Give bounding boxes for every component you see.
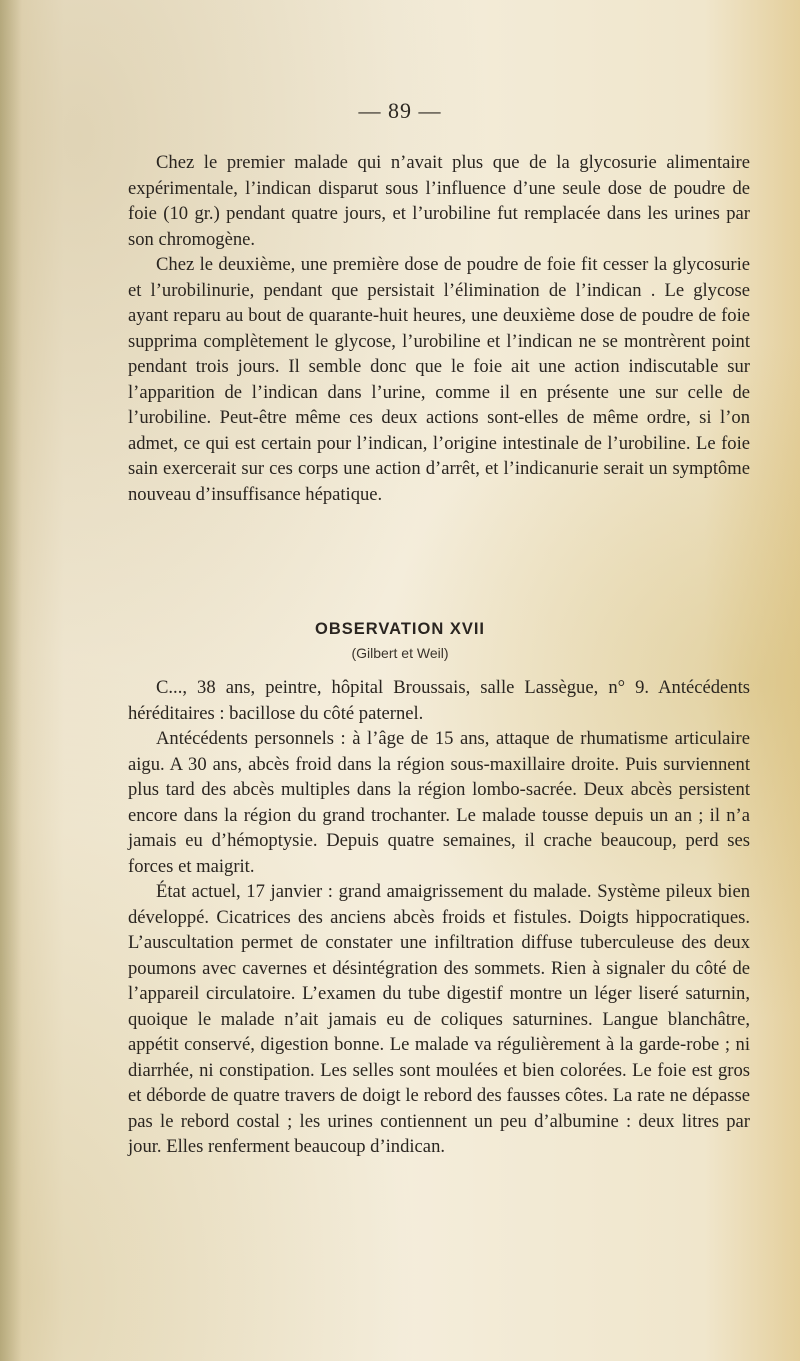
paragraph: C..., 38 ans, peintre, hôpital Broussais, salle Lassègue, n° 9. Antécédents héréditaires : bacillose du côté paternel. (128, 677, 750, 724)
paragraph: Chez le deuxième, une première dose de poudre de foie fit cesser la glycosurie et l’urobilinurie, pendant que persistait l’élimination de l’indican . Le glycose ayant reparu au bout de quarante-huit heures, une deuxième dose de poudre de foie supprima complètement le glycose, l’urobiline et l’indican ne se montrèrent point pendant trois jours. Il semble donc que le foie ait une action indiscutable sur l’apparition de l’indican dans l’urine, comme il en présente une sur celle de l’urobiline. Peut-être même ces deux actions sont-elles de même ordre, si l’on admet, ce qui est certain pour l’indican, l’origine intestinale de l’urobiline. Le foie sain exercerait sur ces corps une action d’arrêt, et l’indicanurie serait un symptôme nouveau d’insuffisance hépatique. (128, 254, 750, 505)
paragraph: Antécédents personnels : à l’âge de 15 ans, attaque de rhumatisme articulaire aigu. A 30 ans, abcès froid dans la région sous-maxillaire droite. Puis surviennent plus tard des abcès multiples dans la région lombo-sacrée. Deux abcès persistent encore dans la région du grand trochanter. Le malade tousse depuis un an ; il n’a jamais eu d’hémoptysie. Depuis quatre semaines, il crache beaucoup, perd ses forces et maigrit. (128, 728, 750, 877)
observation-title: OBSERVATION XVII (314, 620, 486, 638)
paragraph: État actuel, 17 janvier : grand amaigrissement du malade. Système pileux bien développé. Cicatrices des anciens abcès froids et fistules. Doigts hippocratiques. L’auscultation permet de constater une infiltration diffuse tuberculeuse des deux poumons avec cavernes et désintégration des sommets. Rien à signaler du côté de l’appareil circulatoire. L’examen du tube digestif montre un léger liseré saturnin, quoique le malade n’ait jamais eu de coliques saturnines. Langue blanchâtre, appétit conservé, digestion bonne. Le malade va régulièrement à la garde-robe ; ni diarrhée, ni constipation. Les selles sont moulées et bien colorées. Le foie est gros et déborde de quatre travers de doigt le rebord des fausses côtes. La rate ne dépasse pas le rebord costal ; les urines contiennent un peu d’albumine : deux litres par jour. Elles renferment beaucoup d’indican. (128, 881, 750, 1157)
page-shadow-edge (0, 0, 22, 1361)
section-2-text (128, 675, 750, 1160)
paragraph: Chez le premier malade qui n’avait plus que de la glycosurie alimentaire expérimentale, l’indican disparut sous l’influence d’une seule dose de poudre de foie (10 gr.) pendant quatre jours, et l’urobiline fut remplacée dans les urines par son chromogène. (128, 152, 750, 250)
observation-authors: (Gilbert et Weil) (351, 645, 449, 661)
section-1-text (128, 150, 750, 507)
page-number: — 89 — (358, 98, 442, 123)
